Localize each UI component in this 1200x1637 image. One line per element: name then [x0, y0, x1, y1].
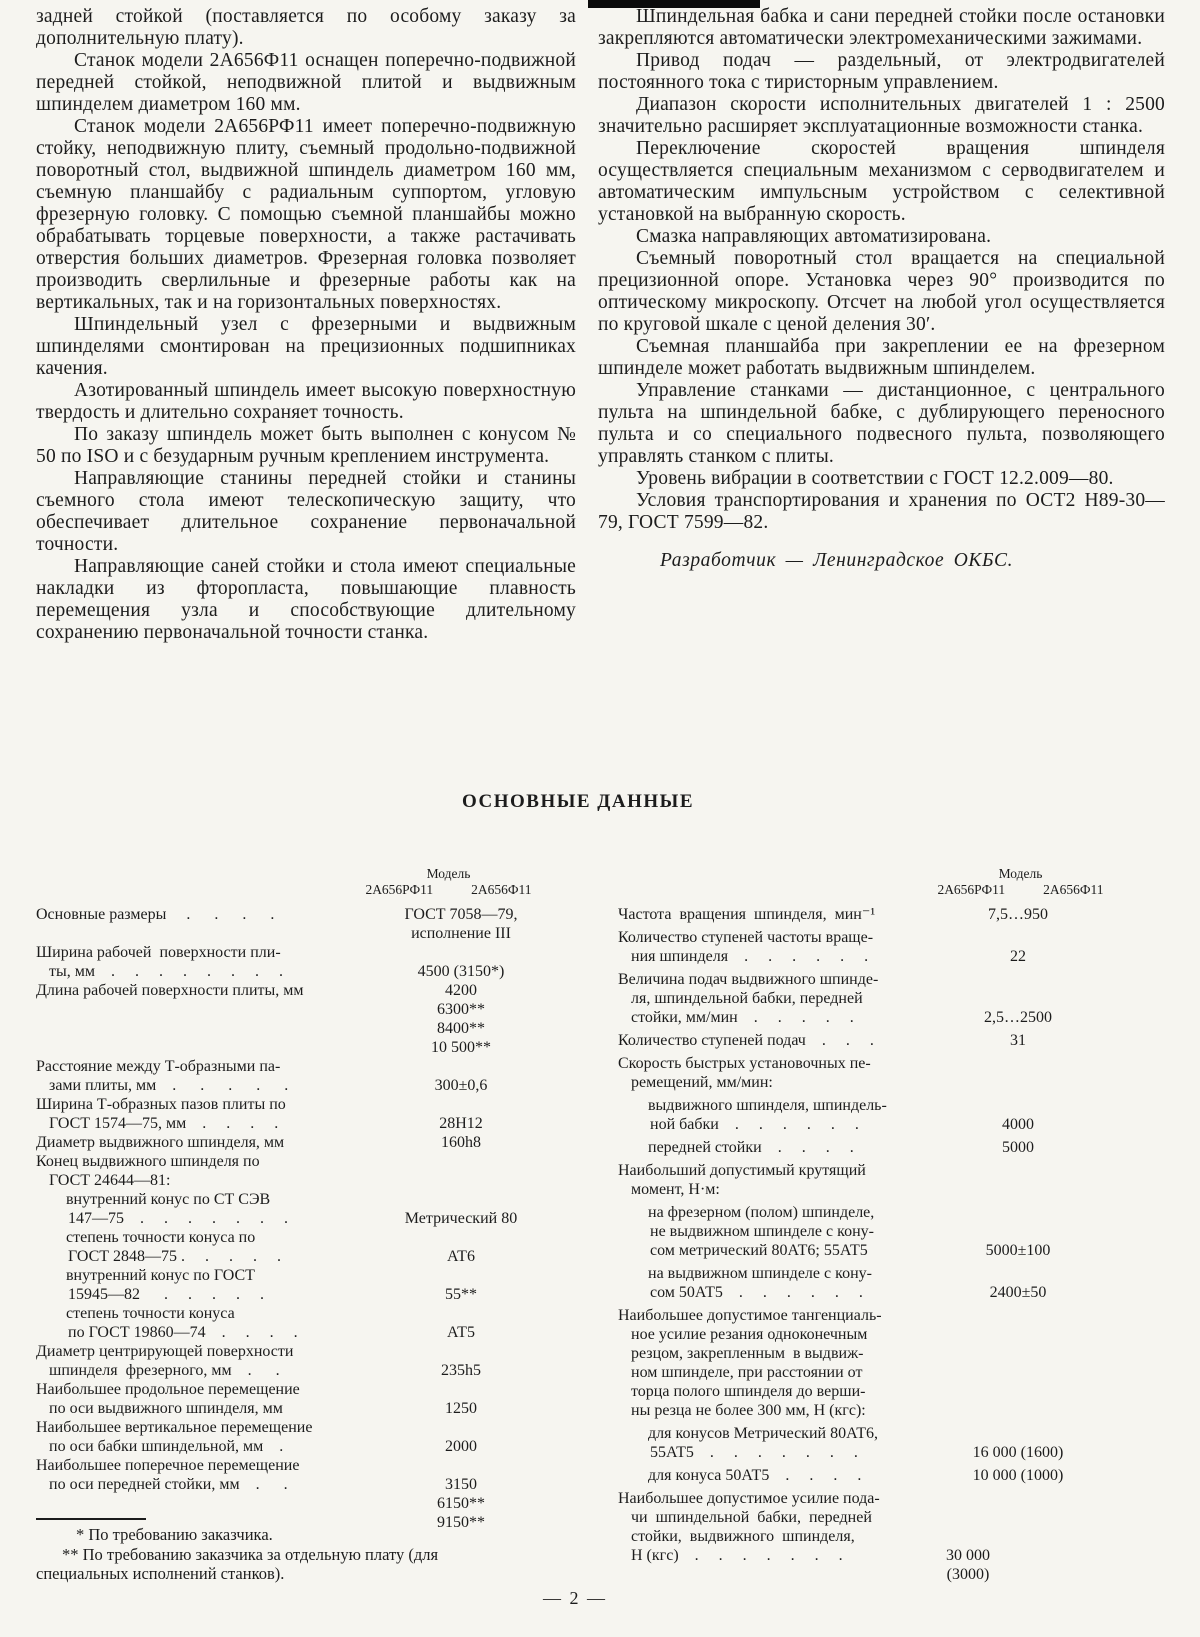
spec-label-line: по оси бабки шпиндельной, мм . [49, 1438, 284, 1455]
model-label: Модель [998, 866, 1043, 881]
spec-label-line: Длина рабочей поверхности плиты, мм [36, 982, 304, 999]
spec-label-line: на фрезерном (полом) шпинделе, [648, 1204, 875, 1221]
spec-label [36, 1095, 366, 1133]
spec-label [618, 1161, 928, 1199]
spec-label-line: по оси передней стойки, мм . . [49, 1476, 288, 1493]
spec-label [36, 1152, 366, 1190]
spec-rows [618, 905, 1165, 1584]
spec-value-line: 8400** [437, 1020, 485, 1037]
spec-value-line: 5000 [1002, 1139, 1034, 1156]
spec-value [928, 1115, 1108, 1134]
spec-value-line: 10 500** [431, 1039, 491, 1056]
spec-label-line: 55АТ5 . . . . . . . [650, 1444, 858, 1461]
spec-label-line: выдвижного шпинделя, шпиндель- [648, 1097, 887, 1114]
spec-label-line: Наибольшее допустимое усилие пода- [618, 1490, 880, 1507]
spec-label-line: для конусов Метрический 80АТ6, [648, 1425, 878, 1442]
spec-label-line: Величина подач выдвижного шпинде- [618, 971, 879, 988]
signature-line: Разработчик — Ленинградское ОКБС. [660, 550, 1014, 571]
spec-label-line: Диаметр выдвижного шпинделя, мм [36, 1134, 285, 1151]
spec-value [366, 1285, 556, 1304]
spec-label-line: Наибольшее допустимое тангенциаль- [618, 1307, 882, 1324]
spec-row [36, 1190, 576, 1228]
spec-label-line: по оси выдвижного шпинделя, мм [49, 1400, 283, 1417]
section-title: ОСНОВНЫЕ ДАННЫЕ [461, 791, 694, 812]
spec-label-line: чи шпиндельной бабки, передней [631, 1509, 872, 1526]
spec-value-line: 5000±100 [985, 1242, 1051, 1259]
spec-label [36, 1418, 366, 1456]
spec-label [618, 1054, 928, 1092]
spec-row [618, 905, 1165, 924]
spec-row [618, 970, 1165, 1027]
spec-value-line: исполнение III [411, 925, 511, 942]
spec-value-line: 2,5…2500 [984, 1009, 1052, 1026]
spec-label-line: степень точности конуса [66, 1305, 235, 1322]
spec-label-line: ном шпинделе, при расстоянии от [631, 1364, 863, 1381]
spec-label-line: шпинделя фрезерного, мм . . [49, 1362, 280, 1379]
model-name: 2А656Ф11 [1043, 882, 1104, 897]
paragraph: Направляющие станины передней стойки и станины съемного стола имеют телескопическую защиту, что обеспечивает длительное сохранение первоначальной точности. [36, 468, 576, 555]
spec-label-line: ния шпинделя . . . . . . [631, 948, 869, 965]
spec-label-line: передней стойки . . . . [648, 1139, 854, 1156]
spec-label-line: Н (кгс) . . . . . . . [631, 1547, 843, 1564]
spec-value-line: АТ6 [447, 1248, 475, 1265]
spec-value [928, 905, 1108, 924]
paragraph: Переключение скоростей вращения шпинделя осуществляется специальным механизмом с серводвигателем и автоматическим импульсным устройством с селективной установкой на выбранную скорость. [598, 138, 1165, 225]
spec-value-line: 2000 [445, 1438, 477, 1455]
spec-value-line: 160h8 [441, 1134, 481, 1151]
spec-label-line: для конуса 50АТ5 . . . . [648, 1467, 862, 1484]
spec-label-line: Частота вращения шпинделя, мин⁻¹ [618, 906, 876, 923]
spec-value-line: 235h5 [441, 1362, 481, 1379]
spec-label-line: внутренний конус по ГОСТ [66, 1267, 255, 1284]
spec-row [36, 905, 576, 943]
spec-row [618, 928, 1165, 966]
spec-value [366, 1247, 556, 1266]
spec-value-line: 4500 (3150*) [417, 963, 505, 980]
spec-value [366, 1076, 556, 1095]
spec-value-line: 22 [1010, 948, 1026, 965]
spec-label-line: по ГОСТ 19860—74 . . . . [68, 1324, 298, 1341]
spec-value-line: 1250 [445, 1400, 477, 1417]
spec-row [36, 1304, 576, 1342]
spec-row [36, 1057, 576, 1095]
spec-label [618, 1138, 928, 1157]
spec-label-line: Количество ступеней частоты враще- [618, 929, 874, 946]
spec-value [928, 1138, 1108, 1157]
spec-label [618, 1466, 928, 1485]
spec-row [36, 1418, 576, 1456]
footnote-line: * По требованию заказчика. [76, 1525, 273, 1544]
spec-label [618, 905, 928, 924]
spec-label-line: Наибольшее продольное перемещение [36, 1381, 300, 1398]
spec-row [36, 1266, 576, 1304]
spec-label-line: 147—75 . . . . . . . [68, 1210, 288, 1227]
intro-column-right [598, 6, 1165, 572]
footnotes [36, 1518, 584, 1584]
spec-label [618, 928, 928, 966]
spec-label [36, 905, 366, 924]
spec-value [366, 905, 556, 943]
spec-value [928, 1466, 1108, 1485]
spec-label [36, 1133, 366, 1152]
spec-label-line: ной бабки . . . . . . [650, 1116, 859, 1133]
model-names [913, 882, 1128, 898]
spec-value-line: 2400±50 [989, 1284, 1047, 1301]
spec-label-line: Наибольшее вертикальное перемещение [36, 1419, 313, 1436]
paragraph: Станок модели 2А656Ф11 оснащен поперечно-подвижной передней стойкой, неподвижной плитой и выдвижным шпинделем диаметром 160 мм. [36, 50, 576, 115]
spec-value [366, 1323, 556, 1342]
spec-row [618, 1161, 1165, 1199]
model-name: 2А656Ф11 [471, 882, 532, 897]
spec-label-line: ное усилие резания одноконечным [631, 1326, 868, 1343]
paragraph: Азотированный шпиндель имеет высокую поверхностную твердость и длительно сохраняет точность. [36, 380, 576, 423]
spec-row [36, 1342, 576, 1380]
spec-label-line: стойки, выдвижного шпинделя, [631, 1528, 855, 1545]
spec-row [36, 1152, 576, 1190]
model-header [331, 866, 566, 898]
spec-value [366, 981, 556, 1057]
spec-value [928, 947, 1108, 966]
paragraph: Диапазон скорости исполнительных двигателей 1 : 2500 значительно расширяет эксплуатационные возможности станка. [598, 94, 1165, 137]
spec-row [36, 981, 576, 1057]
spec-row [36, 1133, 576, 1152]
spec-label [36, 1266, 366, 1304]
spec-value-line: 6150** [437, 1495, 485, 1512]
spec-value [878, 1546, 1058, 1584]
spec-table-right [618, 866, 1165, 1588]
spec-value-line: 9150** [437, 1514, 485, 1531]
spec-value [366, 1399, 556, 1418]
spec-value-line: 10 000 (1000) [972, 1467, 1064, 1484]
spec-label-line: зами плиты, мм . . . . . [49, 1077, 289, 1094]
spec-label [36, 1380, 366, 1418]
spec-row [618, 1054, 1165, 1092]
spec-label [36, 1342, 366, 1380]
spec-row [36, 1228, 576, 1266]
model-header [913, 866, 1128, 898]
spec-label-line: Скорость быстрых установочных пе- [618, 1055, 871, 1072]
spec-label-line: торца полого шпинделя до верши- [631, 1383, 866, 1400]
spec-label-line: ремещений, мм/мин: [631, 1074, 773, 1091]
spec-label-line: внутренний конус по СТ СЭВ [66, 1191, 271, 1208]
spec-label-line: Количество ступеней подач . . . [618, 1032, 874, 1049]
spec-value-line: 4000 [1002, 1116, 1034, 1133]
spec-value [366, 1437, 556, 1456]
paragraph: Съемный поворотный стол вращается на специальной прецизионной опоре. Установка через 90° производится по оптическому микроскопу. Отсчет на любой угол осуществляется по круговой шкале с ценой деления 30′. [598, 248, 1165, 335]
spec-label [36, 1456, 366, 1494]
spec-label-line: ГОСТ 24644—81: [49, 1172, 171, 1189]
intro-column-left [36, 6, 576, 644]
spec-value-line: 28Н12 [439, 1115, 483, 1132]
spec-label-line: Наибольший допустимый крутящий [618, 1162, 866, 1179]
spec-label-line: стойки, мм/мин . . . . . [631, 1009, 854, 1026]
spec-value-line: 30 000 [946, 1547, 990, 1564]
spec-label [618, 1096, 928, 1134]
spec-value-line: 31 [1010, 1032, 1026, 1049]
spec-label-line: Конец выдвижного шпинделя по [36, 1153, 260, 1170]
spec-label-line: ля, шпиндельной бабки, передней [631, 990, 863, 1007]
spec-label-line: Диаметр центрирующей поверхности [36, 1343, 294, 1360]
spec-row [618, 1489, 1165, 1584]
spec-label-line: Расстояние между Т-образными па- [36, 1058, 281, 1075]
spec-label-line: сом 50АТ5 . . . . . . [650, 1284, 863, 1301]
paragraph: Условия транспортирования и хранения по ОСТ2 Н89-30—79, ГОСТ 7599—82. [598, 490, 1165, 533]
spec-value-line: (3000) [946, 1566, 990, 1583]
spec-row [36, 1095, 576, 1133]
spec-rows [36, 905, 576, 1532]
spec-label [618, 1306, 928, 1420]
spec-row [618, 1424, 1165, 1462]
model-names [331, 882, 566, 898]
spec-row [618, 1138, 1165, 1157]
paragraph: Уровень вибрации в соответствии с ГОСТ 12.2.009—80. [636, 468, 1114, 489]
spec-row [618, 1264, 1165, 1302]
spec-label [36, 1228, 366, 1266]
spec-value [366, 962, 556, 981]
model-name: 2А656РФ11 [937, 882, 1006, 897]
spec-value [366, 1133, 556, 1152]
spec-label [36, 1190, 366, 1228]
paragraph: Привод подач — раздельный, от электродвигателей постоянного тока с тиристорным управлением. [598, 50, 1165, 93]
spec-value-line: 16 000 (1600) [972, 1444, 1064, 1461]
spec-value [366, 1361, 556, 1380]
paragraph: Смазка направляющих автоматизирована. [636, 226, 992, 247]
spec-value [928, 1283, 1108, 1302]
spec-value-line: 3150 [445, 1476, 477, 1493]
spec-row [36, 943, 576, 981]
spec-label-line: ты, мм . . . . . . . . [49, 963, 283, 980]
spec-label [618, 970, 928, 1027]
model-label: Модель [426, 866, 471, 881]
spec-label-line: ГОСТ 1574—75, мм . . . . [49, 1115, 279, 1132]
spec-label-line: ны резца не более 300 мм, Н (кгс): [631, 1402, 866, 1419]
spec-label-line: не выдвижном шпинделе с кону- [650, 1223, 874, 1240]
spec-label [618, 1264, 928, 1302]
spec-value-line: ГОСТ 7058—79, [404, 906, 518, 923]
spec-row [618, 1031, 1165, 1050]
spec-value-line: АТ5 [447, 1324, 475, 1341]
spec-row [618, 1203, 1165, 1260]
paragraph: задней стойкой (поставляется по особому заказу за дополнительную плату). [36, 6, 576, 49]
spec-label-line: резцом, закрепленным в выдвиж- [631, 1345, 864, 1362]
spec-value [928, 1031, 1108, 1050]
spec-label-line: ГОСТ 2848—75 . . . . . [68, 1248, 282, 1265]
spec-label-line: степень точности конуса по [66, 1229, 256, 1246]
footnote-line: ** По требованию заказчика за отдельную плату (для [62, 1544, 439, 1564]
spec-label-line: 15945—82 . . . . . [68, 1286, 264, 1303]
paragraph: Управление станками — дистанционное, с центрального пульта на шпиндельной бабке, с дублирующего переносного пульта и со специального подвесного пульта, позволяющего управлять станком с плиты. [598, 380, 1165, 467]
paragraph: Съемная планшайба при закреплении ее на фрезерном шпинделе может работать выдвижным шпинделем. [598, 336, 1165, 379]
spec-row [618, 1096, 1165, 1134]
paragraph: Станок модели 2А656РФ11 имеет поперечно-подвижную стойку, неподвижную плиту, съемный продольно-подвижной поворотный стол, выдвижной шпиндель диаметром 160 мм, съемную планшайбу с радиальным суппортом, угловую фрезерную головку. С помощью съемной планшайбы можно обрабатывать торцевые поверхности, а также растачивать отверстия больших диаметров. Фрезерная головка позволяет производить сверлильные и фрезерные работы как на вертикальных, так и на горизонтальных поверхностях. [36, 116, 576, 313]
paragraph: По заказу шпиндель может быть выполнен с конусом № 50 по ISO и с безударным ручным креплением инструмента. [36, 424, 576, 467]
paragraph: Шпиндельный узел с фрезерными и выдвижным шпинделями смонтирован на прецизионных подшипниках качения. [36, 314, 576, 379]
spec-table-left [36, 866, 576, 1532]
spec-value-line: 6300** [437, 1001, 485, 1018]
footnote-rule [36, 1518, 146, 1520]
paragraph: Шпиндельная бабка и сани передней стойки после остановки закрепляются автоматически электромеханическими зажимами. [598, 6, 1165, 49]
spec-value [366, 1209, 556, 1228]
spec-label [36, 1057, 366, 1095]
spec-label-line: Ширина Т-образных пазов плиты по [36, 1096, 286, 1113]
spec-row [618, 1466, 1165, 1485]
spec-row [618, 1306, 1165, 1420]
spec-label-line: на выдвижном шпинделе с кону- [648, 1265, 872, 1282]
spec-value [928, 1008, 1108, 1027]
spec-value [928, 1443, 1108, 1462]
spec-label [618, 1424, 928, 1462]
spec-row [36, 1380, 576, 1418]
spec-label [36, 981, 366, 1000]
spec-value [366, 1114, 556, 1133]
footnote-line: специальных исполнений станков). [36, 1564, 285, 1583]
spec-label-line: момент, Н·м: [631, 1181, 720, 1198]
spec-label [618, 1031, 928, 1050]
spec-label-line: Наибольшее поперечное перемещение [36, 1457, 300, 1474]
spec-value-line: 300±0,6 [434, 1077, 488, 1094]
spec-label-line: Ширина рабочей поверхности пли- [36, 944, 281, 961]
spec-value-line: Метрический 80 [404, 1210, 518, 1227]
spec-label [618, 1203, 928, 1260]
spec-value-line: 4200 [445, 982, 477, 999]
spec-value-line: 55** [445, 1286, 477, 1303]
page-number: — 2 — [543, 1588, 607, 1608]
spec-label [36, 1304, 366, 1342]
spec-label-line: Основные размеры . . . . [36, 906, 275, 923]
paragraph: Направляющие саней стойки и стола имеют специальные накладки из фторопласта, повышающие плавность перемещения узла и способствующие длительному сохранению первоначальной точности станка. [36, 556, 576, 643]
model-name: 2А656РФ11 [365, 882, 434, 897]
spec-label [36, 943, 366, 981]
spec-value-line: 7,5…950 [988, 906, 1048, 923]
spec-label-line: сом метрический 80АТ6; 55АТ5 [650, 1242, 868, 1259]
spec-value [928, 1241, 1108, 1260]
